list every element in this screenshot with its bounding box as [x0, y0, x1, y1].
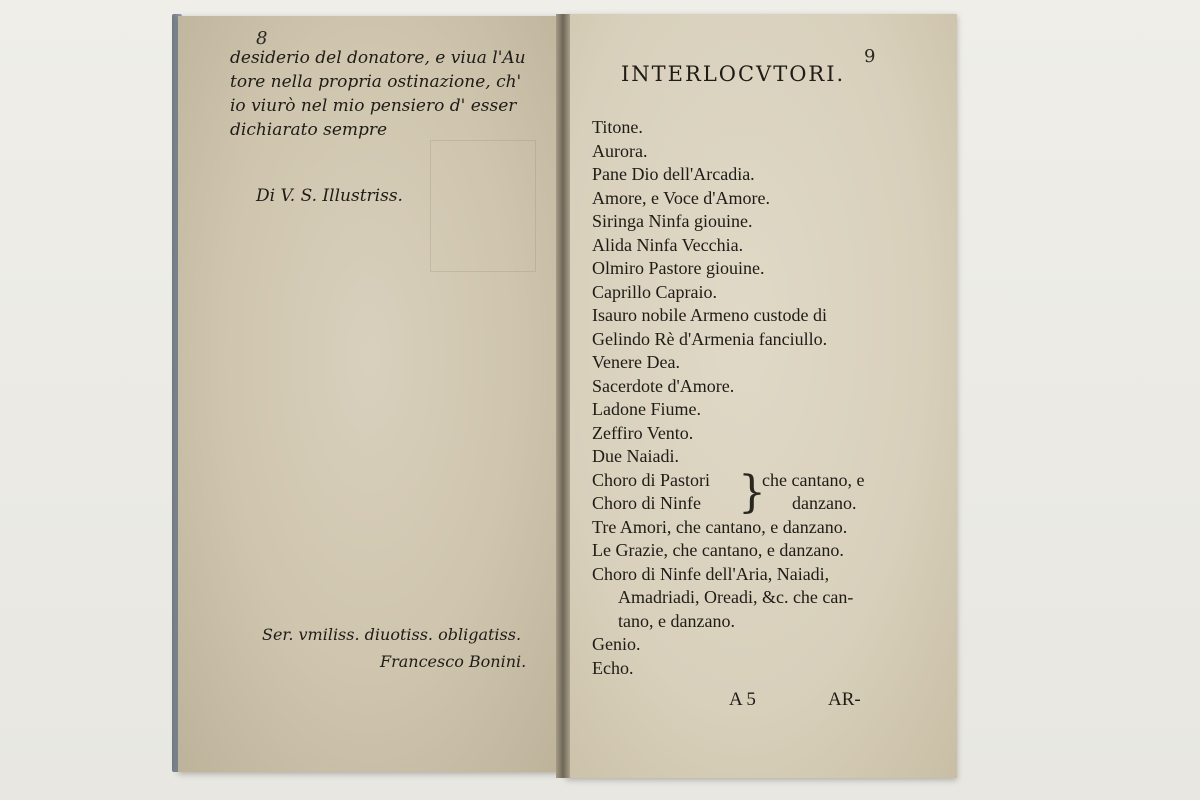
text-line: io viurò nel mio pensiero d' esser [230, 96, 517, 116]
signature-mark: A 5 [729, 689, 756, 710]
salutation: Di V. S. Illustriss. [256, 186, 403, 206]
text-line: Titone. [592, 117, 643, 137]
brace-group [592, 466, 932, 518]
text-line: Siringa Ninfa giouine. [592, 211, 753, 231]
signature-name: Francesco Bonini. [380, 652, 527, 671]
show-through-ornament [430, 140, 536, 272]
catchword: AR- [828, 689, 861, 710]
text-line: Alida Ninfa Vecchia. [592, 234, 744, 255]
text-line: Genio. [592, 634, 641, 654]
page-heading: INTERLOCVTORI. [621, 62, 846, 86]
text-line: Isauro nobile Armeno custode di [592, 305, 827, 325]
text-line: che cantano, e [762, 469, 865, 490]
left-page-number: 8 [256, 28, 268, 49]
text-line: Gelindo Rè d'Armenia fanciullo. [592, 328, 828, 349]
text-line: dichiarato sempre [230, 120, 388, 140]
text-line: Caprillo Capraio. [592, 281, 717, 302]
text-line: danzano. [792, 493, 857, 513]
text-line: tore nella propria ostinazione, ch' [230, 72, 522, 92]
text-line: Echo. [592, 657, 634, 678]
dedication-text [230, 46, 550, 142]
text-line: Ladone Fiume. [592, 399, 701, 419]
text-line: Olmiro Pastore giouine. [592, 258, 765, 278]
text-line: Sacerdote d'Amore. [592, 375, 735, 396]
text-line: Aurora. [592, 140, 648, 161]
cast-list [592, 116, 932, 680]
text-line: Le Grazie, che cantano, e danzano. [592, 540, 844, 560]
text-line: tano, e danzano. [618, 610, 735, 631]
text-line: Venere Dea. [592, 352, 680, 372]
text-line: Tre Amori, che cantano, e danzano. [592, 516, 848, 537]
text-line: Due Naiadi. [592, 446, 679, 466]
text-line: Choro di Ninfe [592, 493, 701, 513]
text-line: Pane Dio dell'Arcadia. [592, 164, 755, 184]
text-line: Choro di Ninfe dell'Aria, Naiadi, [592, 563, 830, 584]
text-line: desiderio del donatore, e viua l'Au [230, 48, 526, 68]
brace-symbol: } [738, 466, 766, 518]
closing-formula: Ser. vmiliss. diuotiss. obligatiss. [262, 625, 522, 644]
right-page-number: 9 [864, 46, 876, 67]
book-gutter [556, 14, 570, 778]
text-line: Zeffiro Vento. [592, 422, 694, 443]
text-line: Amore, e Voce d'Amore. [592, 187, 771, 208]
text-line: Amadriadi, Oreadi, &c. che can- [618, 587, 854, 607]
text-line: Choro di Pastori [592, 469, 711, 490]
